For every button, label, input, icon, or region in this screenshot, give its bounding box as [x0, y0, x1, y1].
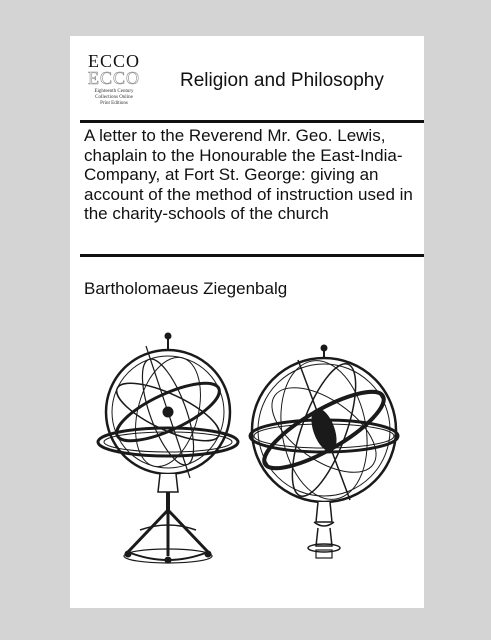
- armillary-sphere-icon: [250, 345, 398, 558]
- top-divider: [80, 120, 424, 123]
- cover-header: [70, 36, 424, 116]
- logo-wordmark: ECCO: [87, 51, 140, 71]
- book-author: Bartholomaeus Ziegenbalg: [84, 279, 288, 298]
- logo-caption-line: Collections Online: [95, 95, 133, 100]
- frontispiece-illustration: [88, 324, 406, 570]
- logo-caption: [84, 89, 144, 107]
- ecco-logo: [84, 52, 144, 116]
- logo-caption-line: Print Editions: [100, 101, 128, 106]
- armillary-sphere-icon: [98, 333, 238, 563]
- logo-wordmark-reflection: ECCO: [87, 68, 140, 88]
- logo-caption-line: Eighteenth Century: [94, 89, 134, 94]
- middle-divider: [80, 254, 424, 257]
- series-title: Religion and Philosophy: [180, 70, 384, 91]
- book-title: A letter to the Reverend Mr. Geo. Lewis, chaplain to the Honourable the East-India-Company, at Fort St. George: giving an account of the method of instruction used in the charity-schools of the church: [84, 126, 413, 223]
- book-cover: [70, 36, 424, 608]
